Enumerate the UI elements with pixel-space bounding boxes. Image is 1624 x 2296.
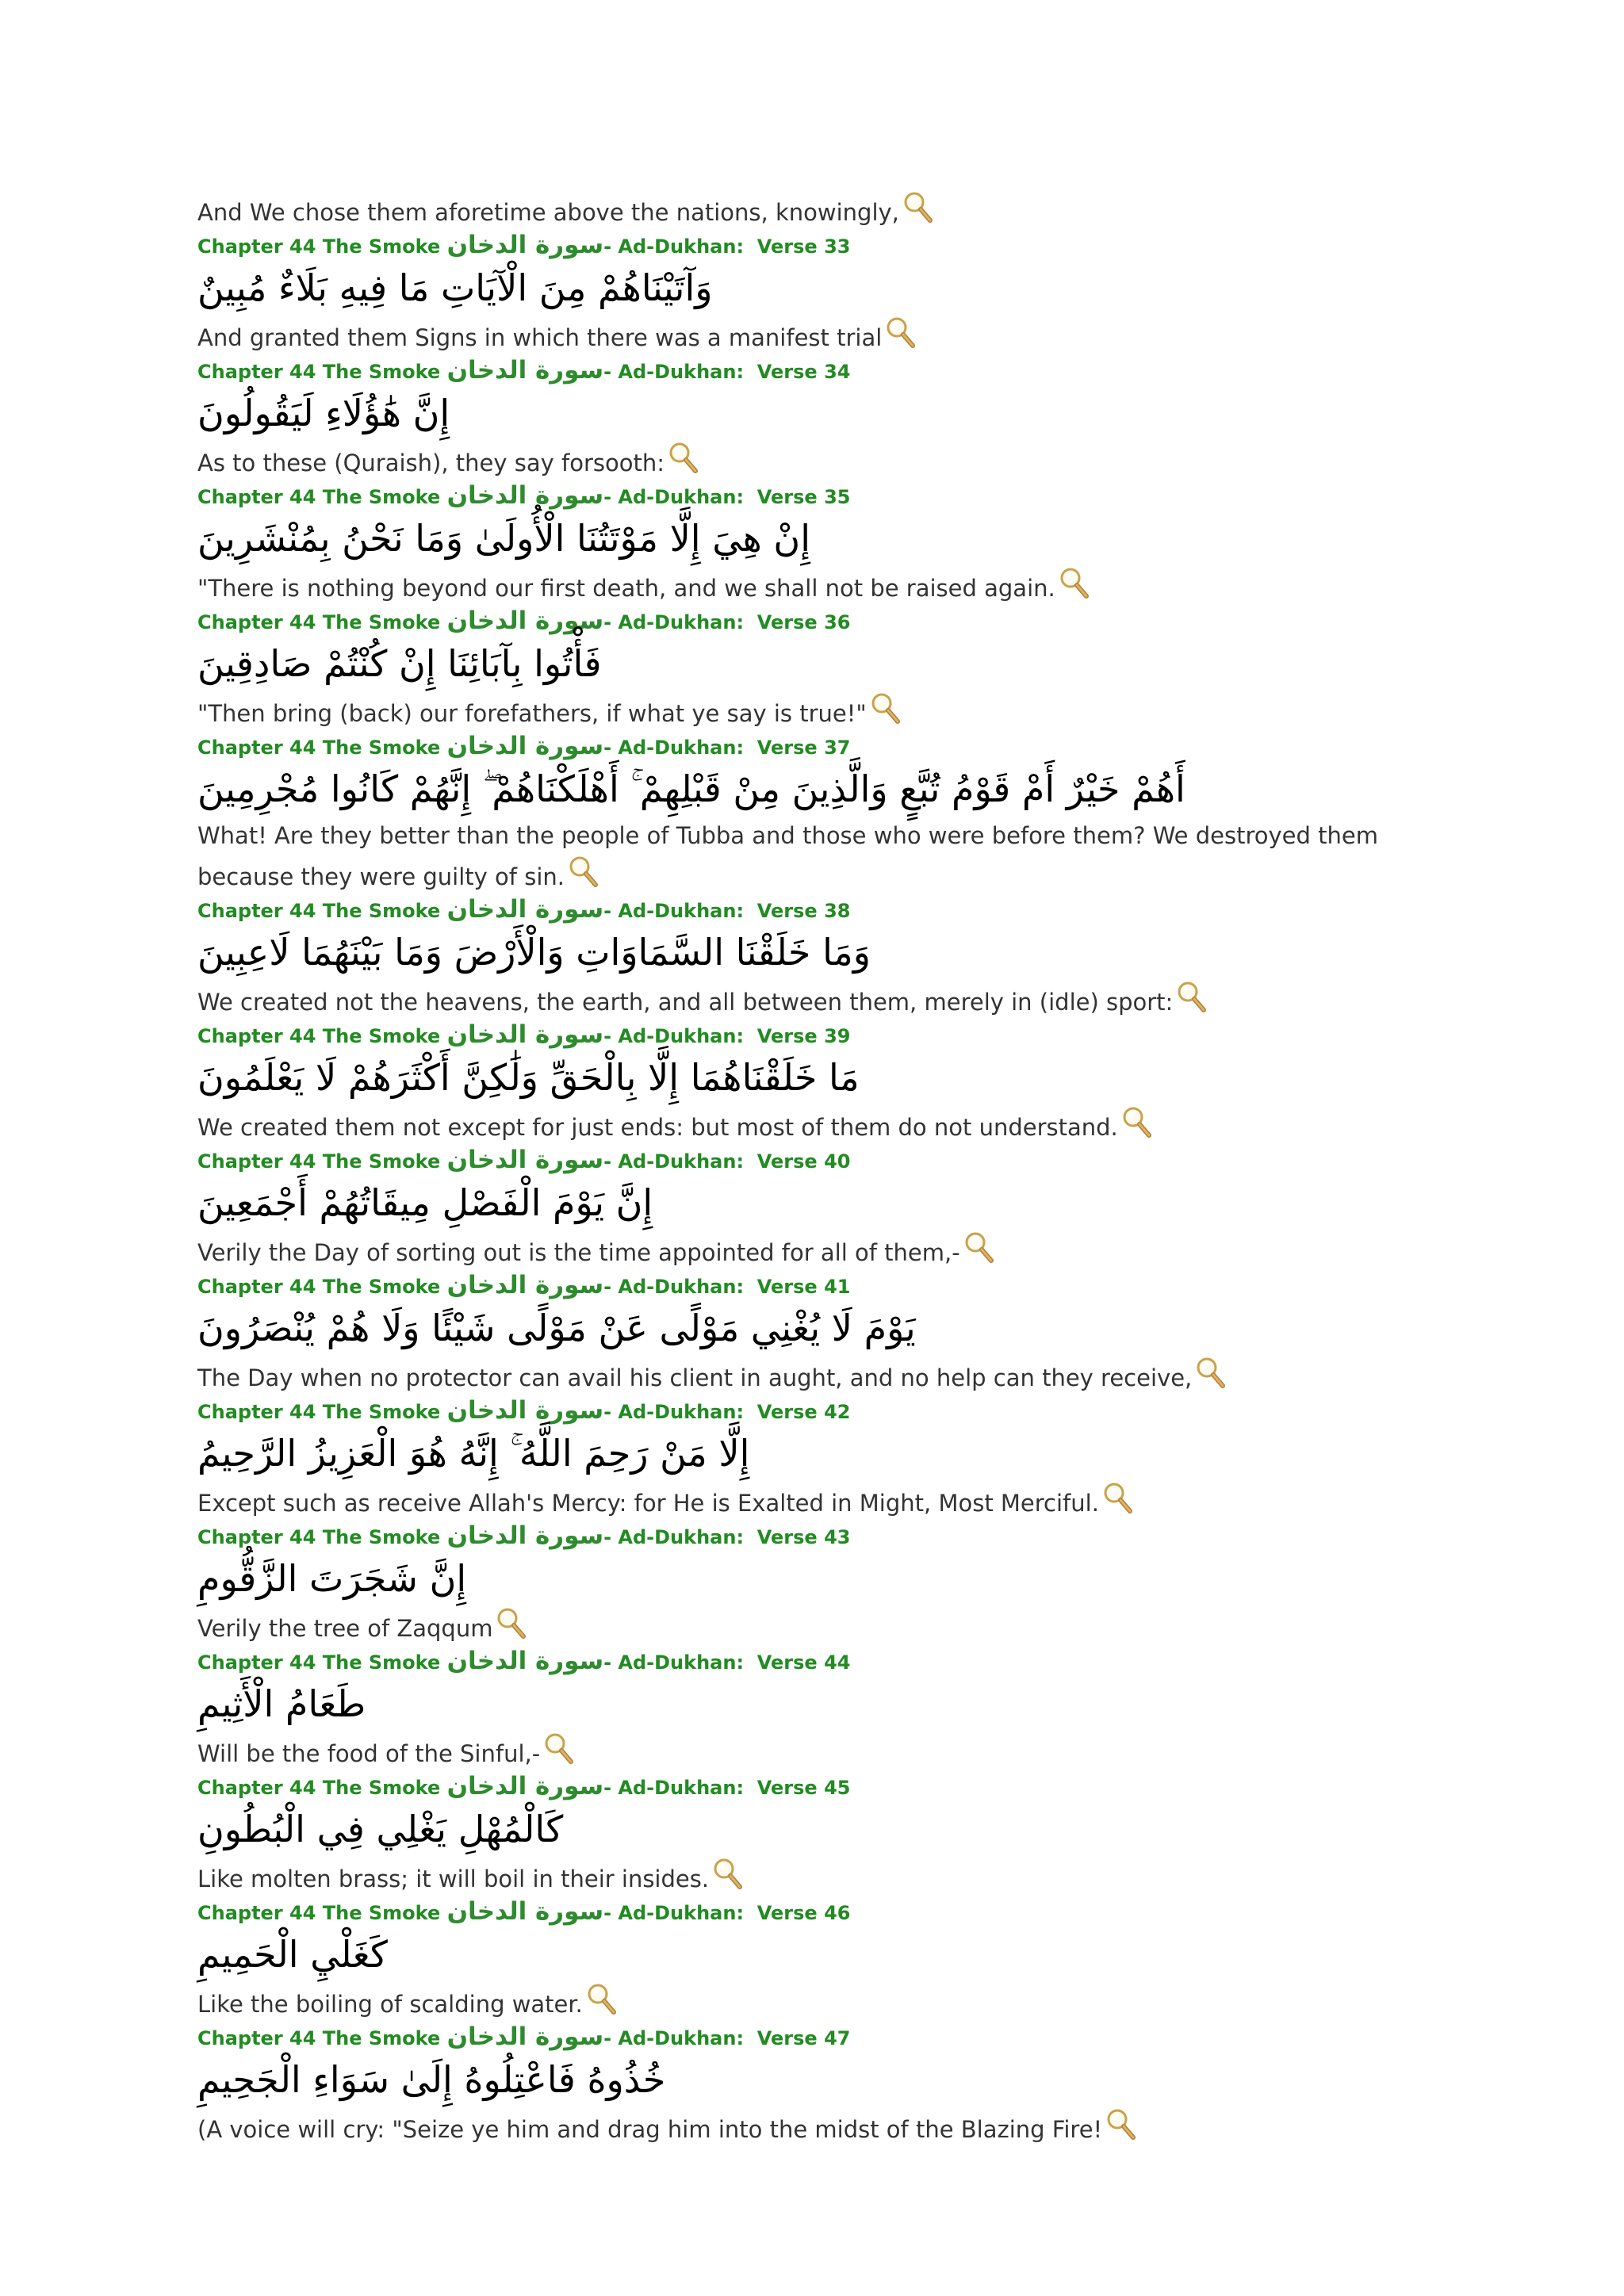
verse-block bbox=[197, 482, 1450, 607]
verse-number: 34 bbox=[824, 361, 851, 383]
verse-block bbox=[197, 607, 1450, 733]
magnifier-icon[interactable] bbox=[712, 1857, 744, 1892]
magnifier-icon[interactable] bbox=[870, 691, 902, 726]
surah-arabic-name: سورة الدخان bbox=[446, 1396, 604, 1425]
translation-text: We created not the heavens, the earth, and all between them, merely in (idle) sport: bbox=[197, 989, 1174, 1016]
surah-arabic-name: سورة الدخان bbox=[446, 2022, 604, 2051]
verse-number: 43 bbox=[824, 1526, 851, 1548]
surah-arabic-name: سورة الدخان bbox=[446, 1897, 604, 1926]
verse-page bbox=[197, 190, 1450, 2149]
surah-name: - Ad-Dukhan: bbox=[603, 737, 745, 759]
translation-text: Like molten brass; it will boil in their insides. bbox=[197, 1866, 710, 1892]
verse-number: 35 bbox=[824, 486, 851, 508]
magnifier-icon[interactable] bbox=[496, 1606, 527, 1641]
surah-name: - Ad-Dukhan: bbox=[603, 1150, 745, 1173]
verse-number: 37 bbox=[824, 737, 851, 759]
surah-arabic-name: سورة الدخان bbox=[446, 732, 604, 760]
verse-word: Verse bbox=[756, 1401, 818, 1423]
surah-arabic-name: سورة الدخان bbox=[446, 1271, 604, 1299]
translation-text: Except such as receive Allah's Mercy: for He is Exalted in Might, Most Merciful. bbox=[197, 1490, 1099, 1517]
chapter-label: Chapter 44 The Smoke bbox=[197, 900, 441, 922]
verse-header bbox=[197, 1522, 1450, 1551]
surah-arabic-name: سورة الدخان bbox=[446, 1146, 604, 1174]
surah-name: - Ad-Dukhan: bbox=[603, 1025, 745, 1047]
magnifier-icon[interactable] bbox=[568, 855, 599, 890]
chapter-label: Chapter 44 The Smoke bbox=[197, 1651, 441, 1674]
verse-word: Verse bbox=[756, 1777, 818, 1799]
verse-header bbox=[197, 232, 1450, 260]
surah-name: - Ad-Dukhan: bbox=[603, 361, 745, 383]
verse-number: 44 bbox=[824, 1651, 851, 1674]
translation-text: We created them not except for just ends: but most of them do not understand. bbox=[197, 1114, 1118, 1141]
verse-word: Verse bbox=[756, 1526, 818, 1548]
verse-number: 47 bbox=[824, 2027, 851, 2049]
verse-translation bbox=[197, 441, 1450, 482]
chapter-label: Chapter 44 The Smoke bbox=[197, 361, 441, 383]
arabic-text: طَعَامُ الْأَثِيمِ bbox=[197, 1682, 366, 1725]
arabic-text: إِنْ هِيَ إِلَّا مَوْتَتُنَا الْأُولَىٰ وَمَا نَحْنُ بِمُنْشَرِينَ bbox=[197, 517, 810, 560]
arabic-text: إِلَّا مَنْ رَحِمَ اللَّهُ ۚ إِنَّهُ هُوَ الْعَزِيزُ الرَّحِيمُ bbox=[197, 1432, 750, 1475]
surah-arabic-name: سورة الدخان bbox=[446, 1772, 604, 1800]
verse-translation bbox=[197, 1857, 1450, 1898]
arabic-text: إِنَّ شَجَرَتَ الزَّقُّومِ bbox=[197, 1557, 467, 1600]
verse-block bbox=[197, 232, 1450, 357]
verse-header bbox=[197, 896, 1450, 924]
chapter-label: Chapter 44 The Smoke bbox=[197, 611, 441, 633]
verse-header bbox=[197, 482, 1450, 511]
arabic-text: وَمَا خَلَقْنَا السَّمَاوَاتِ وَالْأَرْضَ وَمَا بَيْنَهُمَا لَاعِبِينَ bbox=[197, 931, 871, 974]
verse-number: 46 bbox=[824, 1902, 851, 1924]
verse-header bbox=[197, 357, 1450, 385]
verse-header bbox=[197, 2023, 1450, 2052]
verse-header bbox=[197, 1898, 1450, 1927]
verse-word: Verse bbox=[756, 737, 818, 759]
surah-name: - Ad-Dukhan: bbox=[603, 900, 745, 922]
verse-word: Verse bbox=[756, 1276, 818, 1298]
magnifier-icon[interactable] bbox=[902, 190, 934, 225]
verse-number: 39 bbox=[824, 1025, 851, 1047]
chapter-label: Chapter 44 The Smoke bbox=[197, 1902, 441, 1924]
intro-translation bbox=[197, 190, 1450, 232]
surah-name: - Ad-Dukhan: bbox=[603, 235, 745, 258]
verse-block bbox=[197, 1021, 1450, 1146]
chapter-label: Chapter 44 The Smoke bbox=[197, 1526, 441, 1548]
arabic-text: أَهُمْ خَيْرٌ أَمْ قَوْمُ تُبَّعٍ وَالَّذِينَ مِنْ قَبْلِهِمْ ۚ أَهْلَكْنَاهُمْ ۖ إِنَّهُمْ كَانُوا مُجْرِمِينَ bbox=[197, 767, 1185, 810]
verse-header bbox=[197, 1272, 1450, 1300]
verse-header bbox=[197, 1021, 1450, 1050]
verse-number: 40 bbox=[824, 1150, 851, 1173]
chapter-label: Chapter 44 The Smoke bbox=[197, 737, 441, 759]
arabic-text: مَا خَلَقْنَاهُمَا إِلَّا بِالْحَقِّ وَلَٰكِنَّ أَكْثَرَهُمْ لَا يَعْلَمُونَ bbox=[197, 1056, 860, 1099]
verse-header bbox=[197, 607, 1450, 636]
verse-word: Verse bbox=[756, 361, 818, 383]
surah-name: - Ad-Dukhan: bbox=[603, 1401, 745, 1423]
surah-arabic-name: سورة الدخان bbox=[446, 1647, 604, 1675]
surah-arabic-name: سورة الدخان bbox=[446, 607, 604, 635]
verse-block bbox=[197, 357, 1450, 482]
verse-number: 36 bbox=[824, 611, 851, 633]
translation-text: And granted them Signs in which there was a manifest trial bbox=[197, 324, 883, 351]
verse-translation bbox=[197, 1105, 1450, 1146]
verse-header bbox=[197, 733, 1450, 761]
translation-text: Like the boiling of scalding water. bbox=[197, 1991, 583, 2018]
chapter-label: Chapter 44 The Smoke bbox=[197, 486, 441, 508]
arabic-text: يَوْمَ لَا يُغْنِي مَوْلًى عَنْ مَوْلًى شَيْئًا وَلَا هُمْ يُنْصَرُونَ bbox=[197, 1307, 916, 1349]
verse-translation bbox=[197, 1732, 1450, 1773]
verse-translation bbox=[197, 817, 1450, 896]
verse-block bbox=[197, 1397, 1450, 1522]
arabic-text: إِنَّ هَٰؤُلَاءِ لَيَقُولُونَ bbox=[197, 392, 450, 434]
verse-header bbox=[197, 1146, 1450, 1175]
magnifier-icon[interactable] bbox=[885, 316, 917, 350]
verse-block bbox=[197, 733, 1450, 896]
surah-name: - Ad-Dukhan: bbox=[603, 1276, 745, 1298]
translation-text: "Then bring (back) our forefathers, if what ye say is true!" bbox=[197, 700, 867, 727]
translation-text: (A voice will cry: "Seize ye him and drag him into the midst of the Blazing Fire! bbox=[197, 2116, 1103, 2143]
verse-translation bbox=[197, 1356, 1450, 1397]
verse-word: Verse bbox=[756, 611, 818, 633]
verse-word: Verse bbox=[756, 1902, 818, 1924]
verse-translation bbox=[197, 1982, 1450, 2023]
verse-list bbox=[197, 232, 1450, 2149]
chapter-label: Chapter 44 The Smoke bbox=[197, 1777, 441, 1799]
verse-word: Verse bbox=[756, 1651, 818, 1674]
verse-block bbox=[197, 1898, 1450, 2023]
chapter-label: Chapter 44 The Smoke bbox=[197, 235, 441, 258]
translation-text: As to these (Quraish), they say forsooth: bbox=[197, 450, 665, 476]
verse-translation bbox=[197, 1481, 1450, 1522]
magnifier-icon[interactable] bbox=[1195, 1356, 1227, 1391]
translation-text: "There is nothing beyond our first death, and we shall not be raised again. bbox=[197, 575, 1055, 602]
chapter-label: Chapter 44 The Smoke bbox=[197, 1150, 441, 1173]
surah-name: - Ad-Dukhan: bbox=[603, 611, 745, 633]
magnifier-icon[interactable] bbox=[543, 1732, 575, 1766]
surah-name: - Ad-Dukhan: bbox=[603, 2027, 745, 2049]
translation-text: What! Are they better than the people of Tubba and those who were before them? We destroyed them because they were guilty of sin. bbox=[197, 822, 1378, 890]
magnifier-icon[interactable] bbox=[1102, 1481, 1134, 1516]
arabic-text: إِنَّ يَوْمَ الْفَصْلِ مِيقَاتُهُمْ أَجْمَعِينَ bbox=[197, 1181, 653, 1224]
arabic-text: خُذُوهُ فَاعْتِلُوهُ إِلَىٰ سَوَاءِ الْجَحِيمِ bbox=[197, 2058, 666, 2101]
surah-name: - Ad-Dukhan: bbox=[603, 1902, 745, 1924]
verse-translation bbox=[197, 316, 1450, 357]
chapter-label: Chapter 44 The Smoke bbox=[197, 1276, 441, 1298]
verse-block bbox=[197, 1522, 1450, 1647]
verse-block bbox=[197, 1272, 1450, 1397]
surah-arabic-name: سورة الدخان bbox=[446, 1020, 604, 1049]
verse-block bbox=[197, 1146, 1450, 1272]
magnifier-icon[interactable] bbox=[963, 1230, 995, 1265]
verse-header bbox=[197, 1647, 1450, 1676]
magnifier-icon[interactable] bbox=[1176, 980, 1208, 1015]
verse-number: 33 bbox=[824, 235, 851, 258]
verse-block bbox=[197, 2023, 1450, 2149]
verse-header bbox=[197, 1397, 1450, 1425]
surah-arabic-name: سورة الدخان bbox=[446, 1521, 604, 1550]
verse-word: Verse bbox=[756, 486, 818, 508]
surah-arabic-name: سورة الدخان bbox=[446, 481, 604, 510]
verse-word: Verse bbox=[756, 1025, 818, 1047]
surah-arabic-name: سورة الدخان bbox=[446, 895, 604, 924]
magnifier-icon[interactable] bbox=[1121, 1105, 1153, 1140]
verse-word: Verse bbox=[756, 1150, 818, 1173]
surah-name: - Ad-Dukhan: bbox=[603, 1777, 745, 1799]
surah-name: - Ad-Dukhan: bbox=[603, 486, 745, 508]
verse-translation bbox=[197, 1606, 1450, 1647]
verse-translation bbox=[197, 691, 1450, 733]
arabic-text: كَالْمُهْلِ يَغْلِي فِي الْبُطُونِ bbox=[197, 1808, 564, 1850]
surah-arabic-name: سورة الدخان bbox=[446, 356, 604, 385]
verse-number: 42 bbox=[824, 1401, 851, 1423]
magnifier-icon[interactable] bbox=[668, 441, 699, 476]
surah-name: - Ad-Dukhan: bbox=[603, 1526, 745, 1548]
translation-text: Verily the tree of Zaqqum bbox=[197, 1615, 493, 1642]
verse-number: 38 bbox=[824, 900, 851, 922]
verse-word: Verse bbox=[756, 2027, 818, 2049]
arabic-text: كَغَلْيِ الْحَمِيمِ bbox=[197, 1933, 388, 1976]
surah-arabic-name: سورة الدخان bbox=[446, 231, 604, 259]
chapter-label: Chapter 44 The Smoke bbox=[197, 1025, 441, 1047]
surah-name: - Ad-Dukhan: bbox=[603, 1651, 745, 1674]
magnifier-icon[interactable] bbox=[586, 1982, 618, 2017]
verse-block bbox=[197, 1647, 1450, 1773]
chapter-label: Chapter 44 The Smoke bbox=[197, 1401, 441, 1423]
verse-block bbox=[197, 896, 1450, 1021]
arabic-text: وَآتَيْنَاهُمْ مِنَ الْآيَاتِ مَا فِيهِ بَلَاءٌ مُبِينٌ bbox=[197, 266, 713, 309]
verse-number: 45 bbox=[824, 1777, 851, 1799]
translation-text: Will be the food of the Sinful,- bbox=[197, 1740, 541, 1767]
verse-translation bbox=[197, 980, 1450, 1021]
verse-word: Verse bbox=[756, 235, 818, 258]
verse-header bbox=[197, 1773, 1450, 1801]
verse-translation bbox=[197, 566, 1450, 607]
translation-text: The Day when no protector can avail his client in aught, and no help can they receive, bbox=[197, 1364, 1193, 1391]
verse-number: 41 bbox=[824, 1276, 851, 1298]
magnifier-icon[interactable] bbox=[1105, 2107, 1137, 2142]
translation-text: Verily the Day of sorting out is the time appointed for all of them,- bbox=[197, 1239, 960, 1266]
verse-block bbox=[197, 1773, 1450, 1898]
translation-text: And We chose them aforetime above the nations, knowingly, bbox=[197, 199, 899, 226]
verse-word: Verse bbox=[756, 900, 818, 922]
verse-translation bbox=[197, 2107, 1450, 2149]
chapter-label: Chapter 44 The Smoke bbox=[197, 2027, 441, 2049]
magnifier-icon[interactable] bbox=[1059, 566, 1090, 601]
arabic-text: فَأْتُوا بِآبَائِنَا إِنْ كُنْتُمْ صَادِقِينَ bbox=[197, 642, 602, 685]
verse-translation bbox=[197, 1230, 1450, 1272]
